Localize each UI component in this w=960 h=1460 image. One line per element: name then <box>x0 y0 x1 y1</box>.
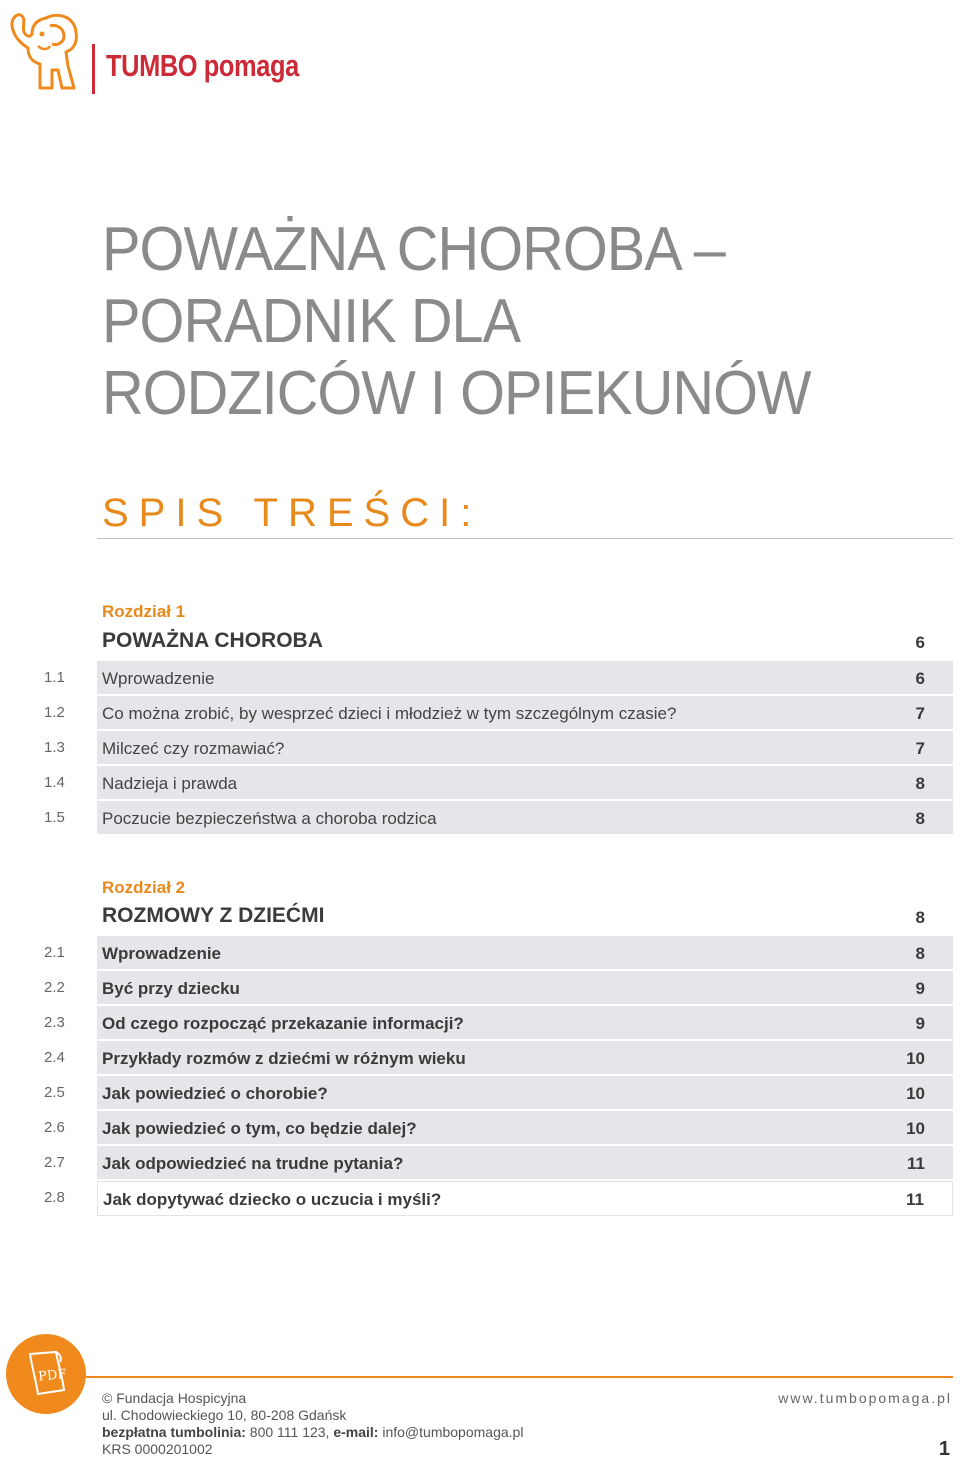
toc-row[interactable] <box>0 936 960 971</box>
toc-row-number: 2.5 <box>44 1084 65 1101</box>
toc-row[interactable] <box>0 696 960 731</box>
toc-row-title: Poczucie bezpieczeństwa a choroba rodzica <box>102 809 437 828</box>
toc-row-page: 8 <box>915 944 925 963</box>
title-line-1: POWAŻNA CHOROBA – <box>102 215 725 284</box>
toc-row-band <box>97 1041 953 1076</box>
toc-row-number: 1.2 <box>44 704 65 721</box>
email-value[interactable]: info@tumbopomaga.pl <box>378 1424 524 1440</box>
toc-row-page: 10 <box>906 1119 925 1138</box>
toc-row-band <box>97 1006 953 1041</box>
toc-row-band <box>97 766 953 801</box>
chapter-title: POWAŻNA CHOROBA <box>102 629 323 652</box>
toc-row-title: Jak powiedzieć o tym, co będzie dalej? <box>102 1119 417 1138</box>
toc-row-page: 8 <box>915 809 925 828</box>
toc-row[interactable] <box>0 801 960 836</box>
toc-row-page: 11 <box>906 1190 924 1209</box>
toc-row-title: Jak powiedzieć o chorobie? <box>102 1084 328 1103</box>
toc-row-title: Wprowadzenie <box>102 944 222 963</box>
toc-row-band <box>97 936 953 971</box>
document-title <box>102 214 865 430</box>
toc-row-title: Jak odpowiedzieć na trudne pytania? <box>102 1154 404 1173</box>
toc-row-title: Nadzieja i prawda <box>102 774 238 793</box>
toc-row-title: Jak dopytywać dziecko o uczucia i myśli? <box>103 1190 442 1209</box>
toc-row[interactable] <box>0 1181 960 1216</box>
toc-row[interactable] <box>0 971 960 1006</box>
toc-row[interactable] <box>0 1111 960 1146</box>
toc-row-page: 7 <box>915 739 925 758</box>
toc-heading: SPIS TREŚCI: <box>102 491 482 535</box>
toc-row-page: 9 <box>915 979 925 998</box>
website-link[interactable]: www.tumbopomaga.pl <box>778 1390 952 1406</box>
toc-row-page: 8 <box>915 774 925 793</box>
elephant-icon <box>6 4 86 94</box>
toc-row-band <box>97 1146 953 1181</box>
chapter-page-number: 8 <box>915 908 925 927</box>
toc-row-number: 2.2 <box>44 979 65 996</box>
toc-row-number: 1.5 <box>44 809 65 826</box>
footer-divider <box>86 1376 953 1378</box>
toc-row-band <box>97 1181 953 1216</box>
toc-row-title: Co można zrobić, by wesprzeć dzieci i młodzież w tym szczególnym czasie? <box>102 704 677 723</box>
toc-row-band <box>97 971 953 1006</box>
toc-row-title: Od czego rozpocząć przekazanie informacji? <box>102 1014 464 1033</box>
toc-row-band <box>97 801 953 836</box>
toc-row-page: 11 <box>907 1154 925 1173</box>
email-label: e-mail: <box>333 1424 379 1440</box>
toc-row-page: 7 <box>915 704 925 723</box>
toc-row[interactable] <box>0 766 960 801</box>
toc-row[interactable] <box>0 661 960 696</box>
pdf-document-icon <box>6 1334 86 1414</box>
toc-row-number: 2.3 <box>44 1014 65 1031</box>
toc-row-number: 2.6 <box>44 1119 65 1136</box>
toc-row-title: Być przy dziecku <box>102 979 240 998</box>
toc-row-title: Przykłady rozmów z dziećmi w różnym wieku <box>102 1049 466 1068</box>
toc-row-number: 1.1 <box>44 669 65 686</box>
toc-row-band <box>97 696 953 731</box>
logo-divider <box>92 44 95 94</box>
chapter-label: Rozdział 1 <box>102 602 186 621</box>
title-line-3: RODZICÓW I OPIEKUNÓW <box>102 359 811 428</box>
title-line-2: PORADNIK DLA <box>102 287 521 356</box>
toc-row[interactable] <box>0 731 960 766</box>
toc-row-number: 2.7 <box>44 1154 65 1171</box>
footer-contact <box>102 1390 523 1458</box>
footer-krs: KRS 0000201002 <box>102 1441 213 1457</box>
pdf-badge-label: PDF <box>37 1366 68 1385</box>
footer-copyright: © Fundacja Hospicyjna <box>102 1390 247 1406</box>
toc-row-number: 2.1 <box>44 944 65 961</box>
toc-row-page: 10 <box>906 1049 925 1068</box>
toc-row[interactable] <box>0 1076 960 1111</box>
toc-row-number: 1.3 <box>44 739 65 756</box>
toc-row-band <box>97 731 953 766</box>
toc-row-page: 10 <box>906 1084 925 1103</box>
toc-row-title: Wprowadzenie <box>102 669 215 688</box>
chapter-title: ROZMOWY Z DZIEĆMI <box>102 904 325 927</box>
toc-row[interactable] <box>0 1041 960 1076</box>
toc-row-number: 2.8 <box>44 1189 65 1206</box>
footer-address: ul. Chodowieckiego 10, 80-208 Gdańsk <box>102 1407 347 1423</box>
hotline-label: bezpłatna tumbolinia: <box>102 1424 246 1440</box>
toc-row-page: 6 <box>915 669 925 688</box>
chapter-title-row[interactable] <box>97 900 953 934</box>
toc-row-page: 9 <box>915 1014 925 1033</box>
logo-text: TUMBO pomaga <box>106 48 299 83</box>
toc-divider <box>97 538 953 539</box>
toc-row-number: 1.4 <box>44 774 65 791</box>
toc-row-number: 2.4 <box>44 1049 65 1066</box>
footer-hotline <box>102 1424 523 1441</box>
toc-row-band <box>97 1076 953 1111</box>
page-number: 1 <box>938 1438 950 1460</box>
logo[interactable] <box>6 4 306 94</box>
toc-row[interactable] <box>0 1006 960 1041</box>
pdf-badge[interactable] <box>6 1334 86 1414</box>
toc-row-band <box>97 1111 953 1146</box>
toc-row-title: Milczeć czy rozmawiać? <box>102 739 285 758</box>
toc-row[interactable] <box>0 1146 960 1181</box>
hotline-value[interactable]: 800 111 123, <box>245 1424 334 1440</box>
chapter-label: Rozdział 2 <box>102 878 186 897</box>
toc-row-band <box>97 661 953 696</box>
chapter-page-number: 6 <box>915 633 925 652</box>
chapter-title-row[interactable] <box>97 625 953 659</box>
